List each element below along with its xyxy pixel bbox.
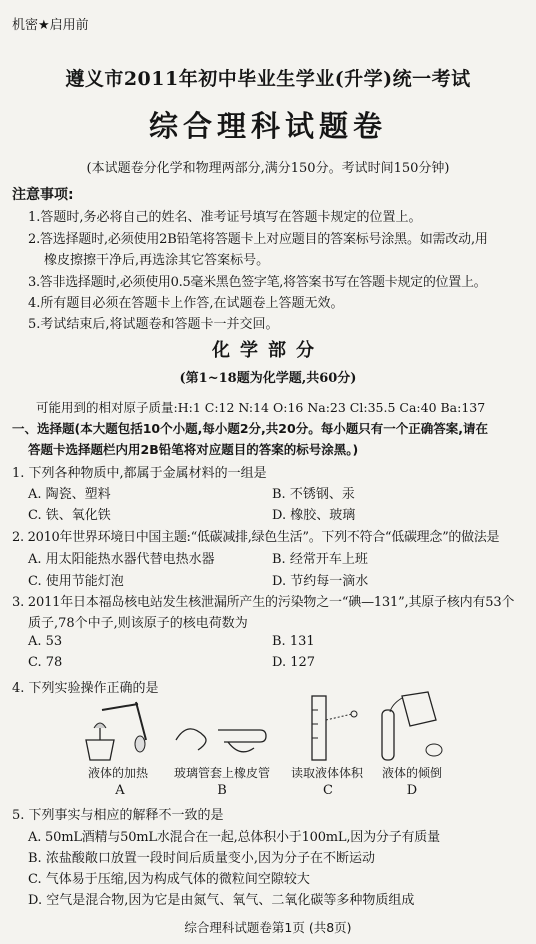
notice-item: 5.考试结束后,将试题卷和答题卡一并交回。 <box>28 317 279 332</box>
notice-item: 2.答选择题时,必须使用2B铅笔将答题卡上对应题目的答案标号涂黑。如需改动,用 <box>28 232 488 247</box>
figure-letter: D <box>406 783 418 798</box>
notice-item: 3.答非选择题时,必须使用0.5毫米黑色签字笔,将答案书写在答题卡规定的位置上。 <box>28 275 487 290</box>
liquid-pouring-figure <box>372 690 452 764</box>
question-5: 5. 下列事实与相应的解释不一致的是 <box>12 808 224 823</box>
option: A. 53 <box>28 634 63 649</box>
option: A. 50mL酒精与50mL水混合在一起,总体积小于100mL,因为分子有质量 <box>28 830 440 845</box>
notice-item: 橡皮擦擦干净后,再选涂其它答案标号。 <box>44 253 270 268</box>
section-instruction-cont: 答题卡选择题栏内用2B铅笔将对应题目的答案的标号涂黑。) <box>28 442 359 457</box>
option: B. 不锈钢、汞 <box>272 487 355 502</box>
notice-item: 1.答题时,务必将自己的姓名、准考证号填写在答题卡规定的位置上。 <box>28 210 422 225</box>
question-3-cont: 质子,78个中子,则该原子的核电荷数为 <box>28 616 248 631</box>
option: B. 浓盐酸敞口放置一段时间后质量变小,因为分子在不断运动 <box>28 851 375 866</box>
section-instruction: 一、选择题(本大题包括10个小题,每小题2分,共20分。每小题只有一个正确答案,请在 <box>12 421 488 436</box>
option: A. 陶瓷、塑料 <box>28 487 111 502</box>
page-footer: 综合理科试题卷第1页 (共8页) <box>184 920 352 935</box>
confidential-label: 机密★启用前 <box>12 18 89 33</box>
question-4: 4. 下列实验操作正确的是 <box>12 681 159 696</box>
figure-letter: B <box>217 783 227 798</box>
rubber-tube-figure <box>168 700 268 764</box>
chemistry-heading: 化学部分 <box>212 340 324 361</box>
exam-title: 遵义市2011年初中毕业生学业(升学)统一考试 <box>65 68 471 90</box>
option: C. 78 <box>28 655 63 670</box>
figure-caption: 读取液体体积 <box>290 766 363 780</box>
question-2: 2. 2010年世界环境日中国主题:“低碳减排,绿色生活”。下列不符合“低碳理念”的做法是 <box>12 530 500 545</box>
question-1: 1. 下列各种物质中,都属于金属材料的一组是 <box>12 466 267 481</box>
measuring-cylinder-figure <box>292 690 362 764</box>
liquid-heating-figure <box>80 700 160 764</box>
figure-caption: 液体的加热 <box>87 766 148 780</box>
option: B. 131 <box>272 634 315 649</box>
option: D. 空气是混合物,因为它是由氮气、氧气、二氧化碳等多种物质组成 <box>28 893 415 908</box>
notice-heading: 注意事项: <box>12 187 74 203</box>
figure-letter: C <box>323 783 333 798</box>
option: D. 节约每一滴水 <box>272 574 369 589</box>
atomic-mass-line: 可能用到的相对原子质量:H:1 C:12 N:14 O:16 Na:23 Cl:35.5 Ca:40 Ba:137 <box>36 400 486 415</box>
notice-item: 4.所有题目必须在答题卡上作答,在试题卷上答题无效。 <box>28 296 344 311</box>
paper-title: 综合理科试题卷 <box>148 109 387 143</box>
option: C. 铁、氧化铁 <box>28 508 111 523</box>
figure-caption: 玻璃管套上橡皮管 <box>173 766 270 780</box>
figure-letter: A <box>115 783 125 798</box>
option: A. 用太阳能热水器代替电热水器 <box>28 552 215 567</box>
chemistry-subtitle: (第1~18题为化学题,共60分) <box>179 371 357 386</box>
figure-caption: 液体的倾倒 <box>381 766 442 780</box>
option: C. 使用节能灯泡 <box>28 574 124 589</box>
question-3: 3. 2011年日本福岛核电站发生核泄漏所产生的污染物之一“碘—131”,其原子核内有53个 <box>12 595 515 610</box>
option: D. 127 <box>272 655 316 670</box>
option: C. 气体易于压缩,因为构成气体的微粒间空隙较大 <box>28 872 310 887</box>
option: B. 经常开车上班 <box>272 552 368 567</box>
paper-note: (本试题卷分化学和物理两部分,满分150分。考试时间150分钟) <box>86 161 450 176</box>
option: D. 橡胶、玻璃 <box>272 508 356 523</box>
